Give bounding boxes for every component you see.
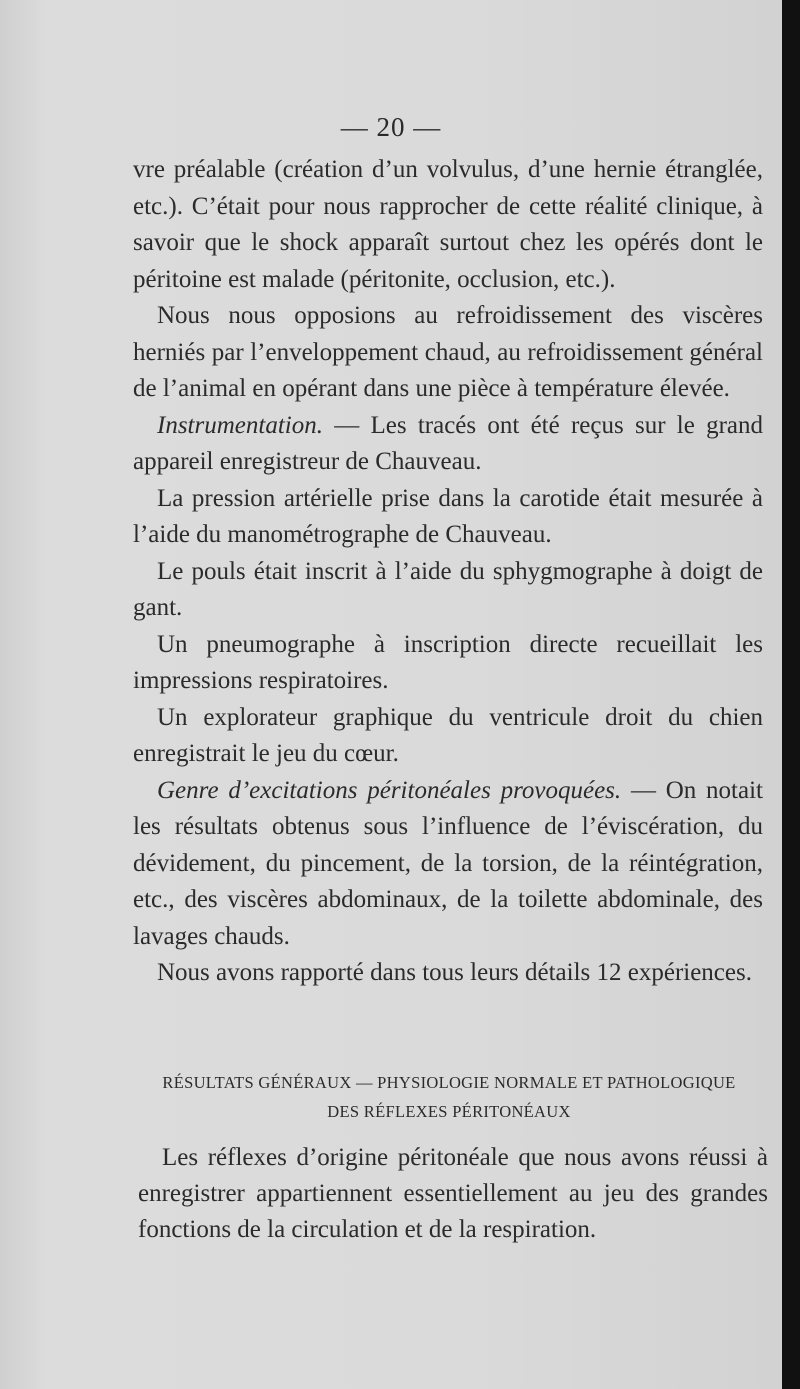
paragraph-lead: Instrumentation. bbox=[157, 411, 323, 439]
paragraph-5: Le pouls était inscrit à l’aide du sphygmographe à doigt de gant. bbox=[133, 557, 763, 621]
page-number: — 20 — bbox=[340, 112, 442, 142]
paragraph-1: vre préalable (création d’un volvulus, d’une hernie étranglée, etc.). C’était pour nous rapprocher de cette réalité clinique, à savoir que le shock apparaît surtout chez les opérés dont le péritoine est malade (péritonite, occlusion, etc.). bbox=[133, 156, 763, 293]
paragraph-excitations: Genre d’excitations péritonéales provoquées. — On notait les résultats obtenus sous l’influence de l’éviscération, du dévidement, du pincement, de la torsion, de la réintégration, etc., des viscères abdominaux, de la toilette abdominale, des lavages chauds. bbox=[133, 776, 763, 950]
final-paragraph: Les réflexes d’origine péritonéale que nous avons réussi à enregistrer appartiennent essentiellement au jeu des grandes fonctions de la circulation et de la respiration. bbox=[138, 1144, 768, 1243]
section-heading-line-1: RÉSULTATS GÉNÉRAUX — PHYSIOLOGIE NORMALE ET PATHOLOGIQUE bbox=[162, 1073, 736, 1092]
scan-edge bbox=[782, 0, 800, 1389]
paragraph-lead: Genre d’excitations péritonéales provoquées. bbox=[157, 776, 622, 804]
paragraph-2: Nous nous opposions au refroidissement des viscères herniés par l’enveloppement chaud, au refroidissement général de l’animal en opérant dans une pièce à température élevée. bbox=[133, 302, 763, 402]
section-heading-line-2: DES RÉFLEXES PÉRITONÉAUX bbox=[327, 1102, 571, 1121]
paragraph-instrumentation: Instrumentation. — Les tracés ont été reçus sur le grand appareil enregistreur de Chauveau. bbox=[133, 411, 763, 475]
paragraph-9: Nous avons rapporté dans tous leurs détails 12 expériences. bbox=[157, 959, 752, 986]
paragraph-6: Un pneumographe à inscription directe recueillait les impressions respiratoires. bbox=[133, 630, 763, 694]
body-text bbox=[133, 152, 763, 992]
paragraph-4: La pression artérielle prise dans la carotide était mesurée à l’aide du manométrographe de Chauveau. bbox=[133, 484, 763, 548]
section-heading bbox=[133, 1068, 765, 1126]
final-text bbox=[138, 1140, 768, 1248]
paragraph-7: Un explorateur graphique du ventricule droit du chien enregistrait le jeu du cœur. bbox=[133, 703, 763, 767]
